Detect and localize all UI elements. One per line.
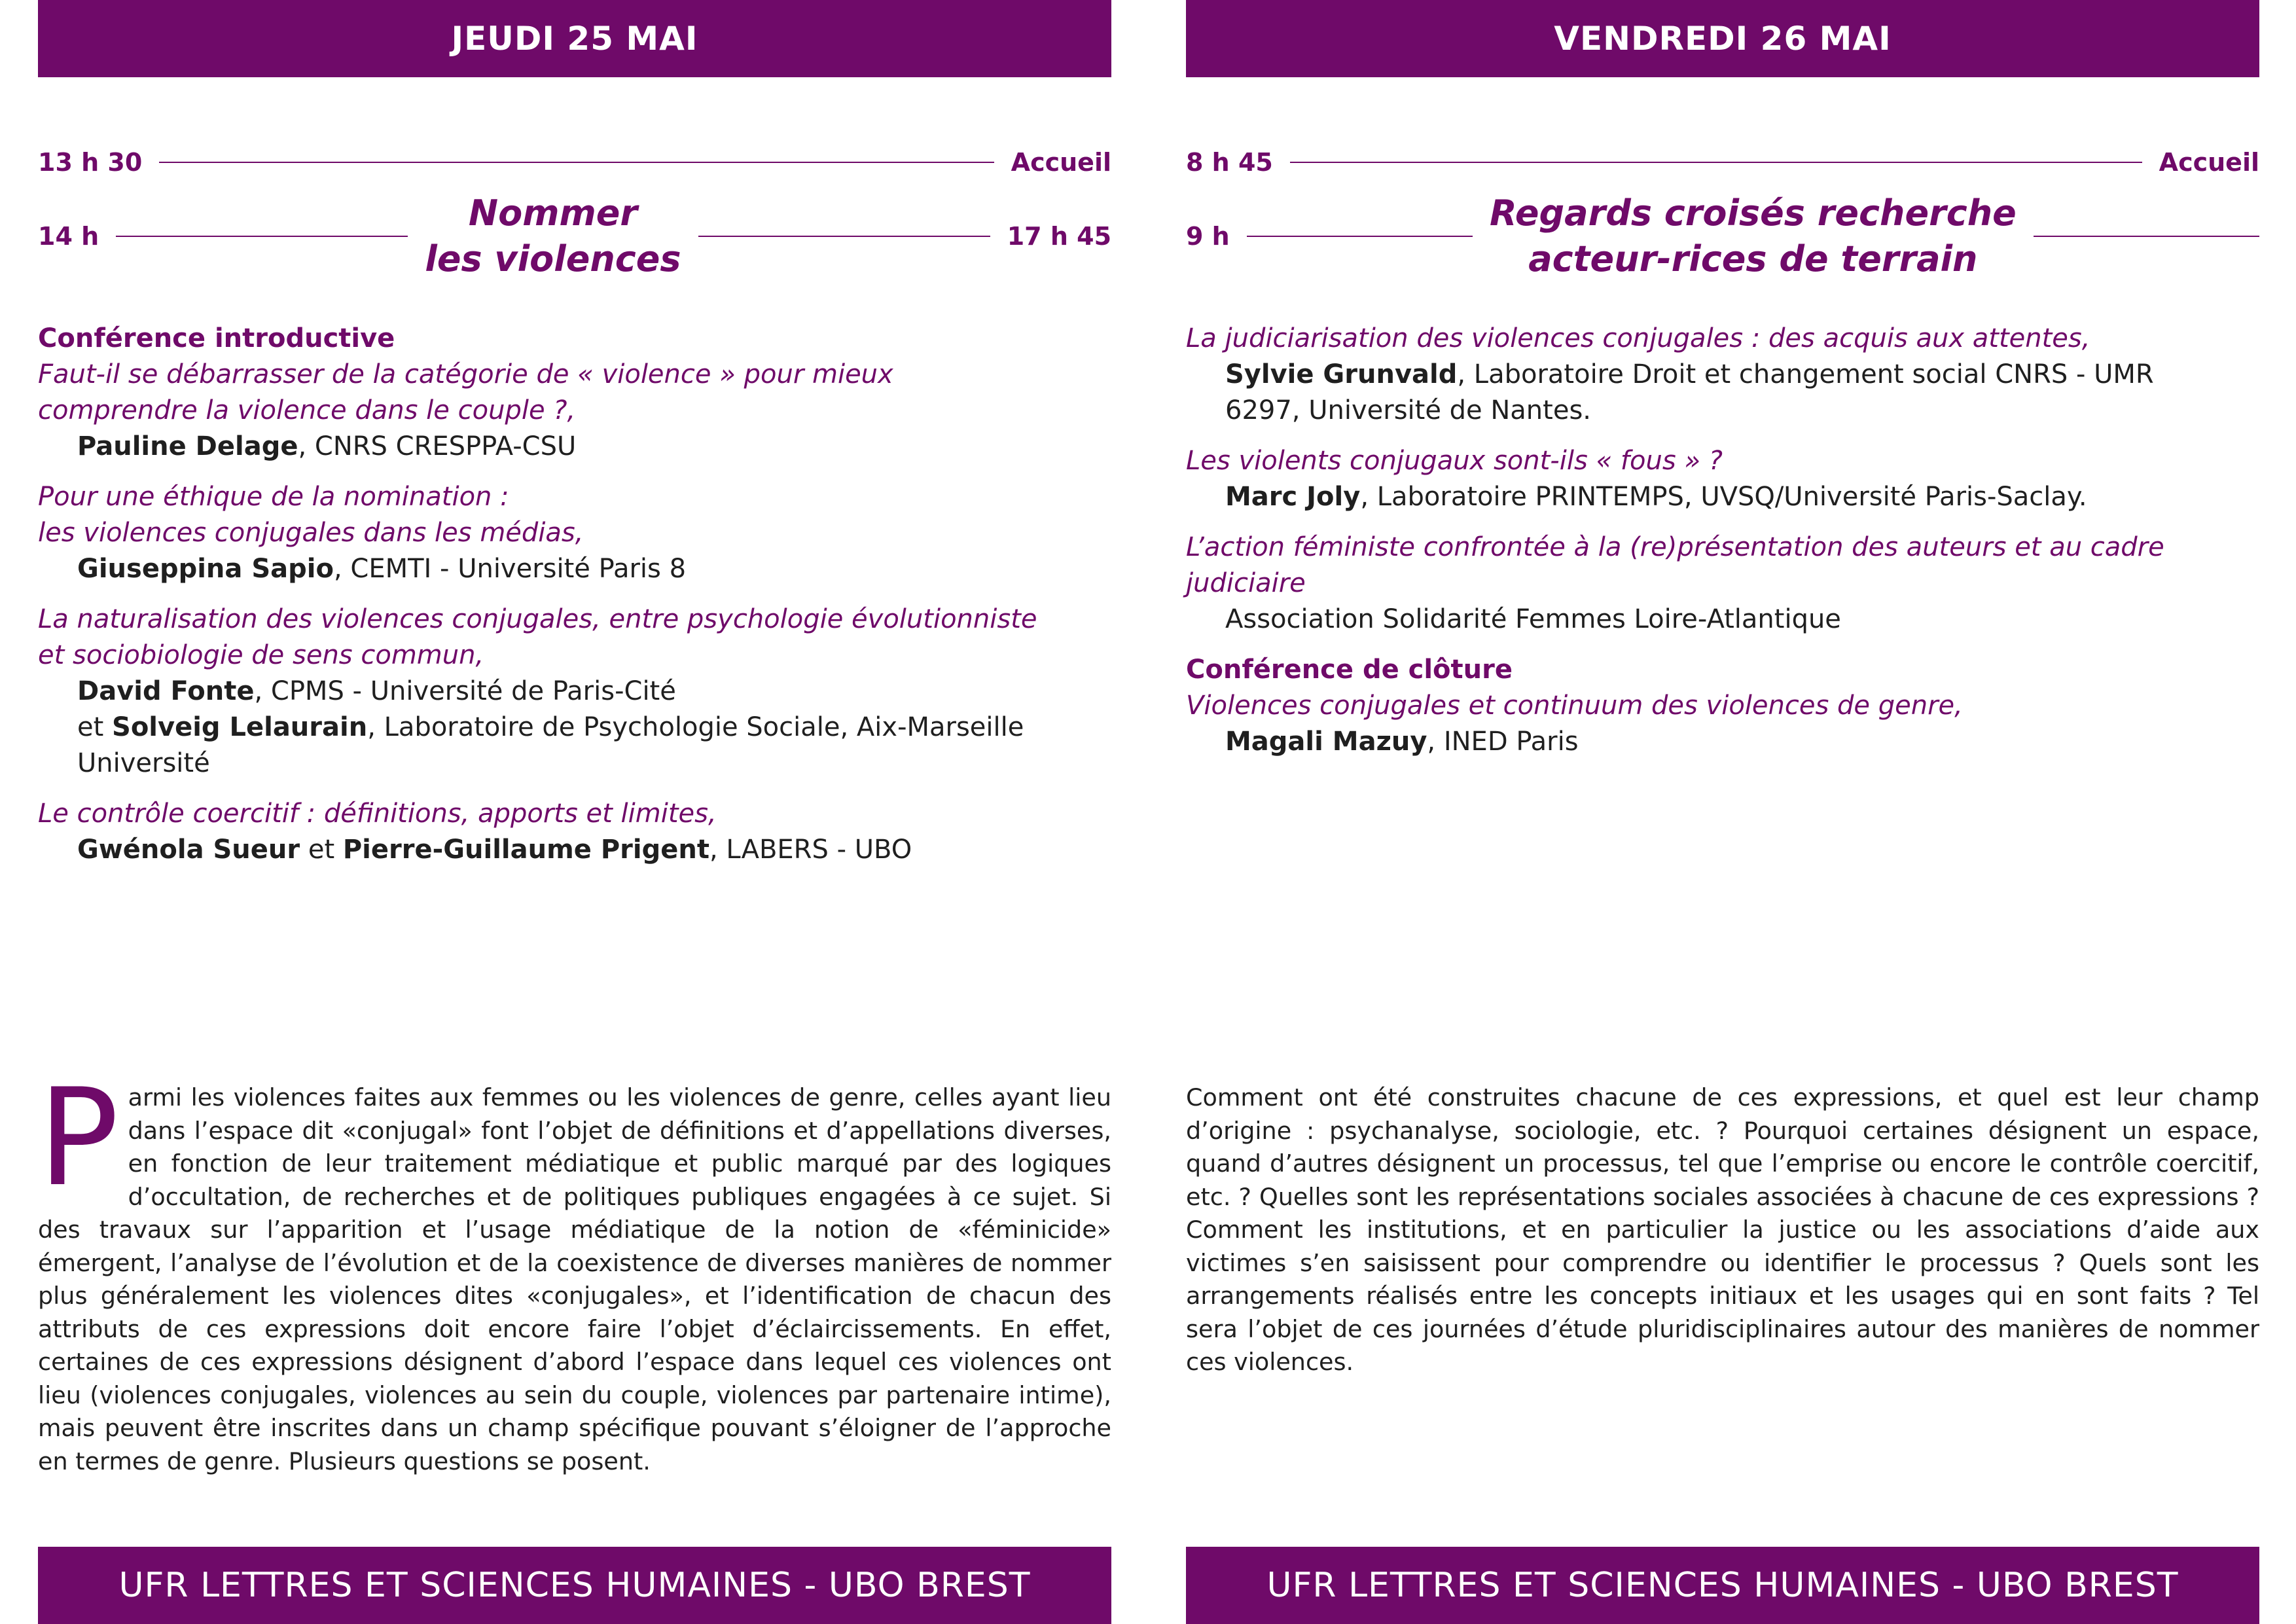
- thursday-column: [38, 0, 1111, 1624]
- welcome-row: [1186, 148, 2259, 177]
- speaker-line: David Fonte, CPMS - Université de Paris-Cité: [77, 676, 676, 706]
- speaker-line: Sylvie Grunvald, Laboratoire Droit et changement social CNRS - UMR: [1225, 359, 2154, 389]
- welcome-label: Accueil: [2159, 148, 2259, 177]
- speaker-line: Magali Mazuy, INED Paris: [1225, 727, 1579, 757]
- program-item: [1186, 652, 2259, 760]
- speaker-line: Giuseppina Sapio, CEMTI - Université Paris 8: [77, 554, 687, 584]
- footer-banner: UFR LETTRES ET SCIENCES HUMAINES - UBO BREST: [38, 1547, 1111, 1624]
- intro-paragraph: Parmi les violences faites aux femmes ou les violences de genre, celles ayant lieu dans l’espace dit «conjugal» font l’objet de définitions et d’appellations diverses, en fonction de leur traitement médiatique et public marqué par des logiques d’occultation, de recherches et de politiques publiques engagées à ce sujet. Si des travaux sur l’apparition et l’usage médiatique de la notion de «féminicide» émergent, l’analyse de l’évolution et de la coexistence de diverses manières de nommer plus généralement les violences dites «conjugales», et l’identification de chacun des attributs de ces expressions doit encore faire l’objet d’éclaircissements. En effet, certaines de ces expressions désignent d’abord l’espace dans lequel ces violences ont lieu (violences conjugales, violences au sein du couple, violences par partenaire intime), mais peuvent être inscrites dans un champ spécifique pouvant s’éloigner de l’approche en termes de genre. Plusieurs questions se posent.: [38, 1060, 1111, 1475]
- divider-line: [1290, 162, 2142, 163]
- speaker-line: Gwénola Sueur et Pierre-Guillaume Prigent, LABERS - UBO: [77, 835, 912, 865]
- program-item: [38, 602, 1111, 782]
- talk-title: Les violents conjugaux sont-ils « fous » ?: [1186, 446, 1723, 476]
- divider-line: [116, 236, 408, 237]
- welcome-label: Accueil: [1011, 148, 1111, 177]
- program-item: [1186, 443, 2259, 515]
- program-item: [38, 796, 1111, 868]
- program-item: [38, 321, 1111, 465]
- program-list: [1186, 321, 2259, 774]
- session-title: Regards croisés recherche acteur-rices de terrain: [1489, 192, 2017, 280]
- speaker-line-continued: Université: [77, 748, 210, 778]
- talk-title: Violences conjugales et continuum des violences de genre,: [1186, 691, 1963, 721]
- program-item: [38, 479, 1111, 587]
- program-list: [38, 321, 1111, 882]
- footer-banner: UFR LETTRES ET SCIENCES HUMAINES - UBO BREST: [1186, 1547, 2259, 1624]
- speaker-line-continued: 6297, Université de Nantes.: [1225, 395, 1592, 425]
- divider-line: [698, 236, 990, 237]
- intro-paragraph-continued: Comment ont été construites chacune de ces expressions, et quel est leur champ d’origine : psychanalyse, sociologie, etc. ? Pourquoi certaines désignent un espace, quand d’autres désignent un processus, tel que l’emprise ou encore le contrôle coercitif, etc. ? Quelles sont les représentations sociales associées à chacune de ces expressions ? Comment les institutions, et en particulier la justice ou les associations d’aide aux victimes s’en saisissent pour comprendre ou identifier le processus ? Quels sont les arrangements réalisés entre les concepts initiaux et les usages qui en sont faits ? Tel sera l’objet de ces journées d’étude pluridisciplinaires autour des manières de nommer ces violences.: [1186, 1083, 2259, 1376]
- friday-column: [1186, 0, 2259, 1624]
- welcome-time: 8 h 45: [1186, 148, 1273, 177]
- talk-title: Le contrôle coercitif : définitions, apports et limites,: [38, 799, 717, 829]
- talk-title: La judiciarisation des violences conjugales : des acquis aux attentes,: [1186, 323, 2090, 353]
- speaker-line: Pauline Delage, CNRS CRESPPA-CSU: [77, 431, 577, 461]
- program-item: [1186, 321, 2259, 429]
- session-end-time: 17 h 45: [1007, 222, 1112, 251]
- day-header: VENDREDI 26 MAI: [1186, 0, 2259, 77]
- divider-line: [1247, 236, 1473, 237]
- session-row: [38, 187, 1111, 285]
- session-title: Nommer les violences: [425, 192, 681, 280]
- talk-title: Faut-il se débarrasser de la catégorie de « violence » pour mieux comprendre la violence dans le couple ?,: [38, 359, 893, 425]
- speaker-line: Association Solidarité Femmes Loire-Atlantique: [1225, 604, 1841, 634]
- speaker-line: Marc Joly, Laboratoire PRINTEMPS, UVSQ/Université Paris-Saclay.: [1225, 482, 2087, 512]
- session-start-time: 14 h: [38, 222, 99, 251]
- item-kicker: Conférence introductive: [38, 323, 395, 353]
- day-header: JEUDI 25 MAI: [38, 0, 1111, 77]
- speaker-line: et Solveig Lelaurain, Laboratoire de Psychologie Sociale, Aix-Marseille: [77, 712, 1024, 742]
- divider-line: [159, 162, 994, 163]
- item-kicker: Conférence de clôture: [1186, 655, 1513, 685]
- welcome-row: [38, 148, 1111, 177]
- drop-cap: P: [38, 1060, 119, 1216]
- talk-title: La naturalisation des violences conjugales, entre psychologie évolutionniste et sociobiologie de sens commun,: [38, 604, 1037, 670]
- session-start-time: 9 h: [1186, 222, 1230, 251]
- divider-line: [2034, 236, 2259, 237]
- welcome-time: 13 h 30: [38, 148, 143, 177]
- talk-title: Pour une éthique de la nomination : les violences conjugales dans les médias,: [38, 482, 584, 548]
- talk-title: L’action féministe confrontée à la (re)présentation des auteurs et au cadre judiciaire: [1186, 532, 2164, 598]
- session-row: [1186, 187, 2259, 285]
- program-item: [1186, 530, 2259, 638]
